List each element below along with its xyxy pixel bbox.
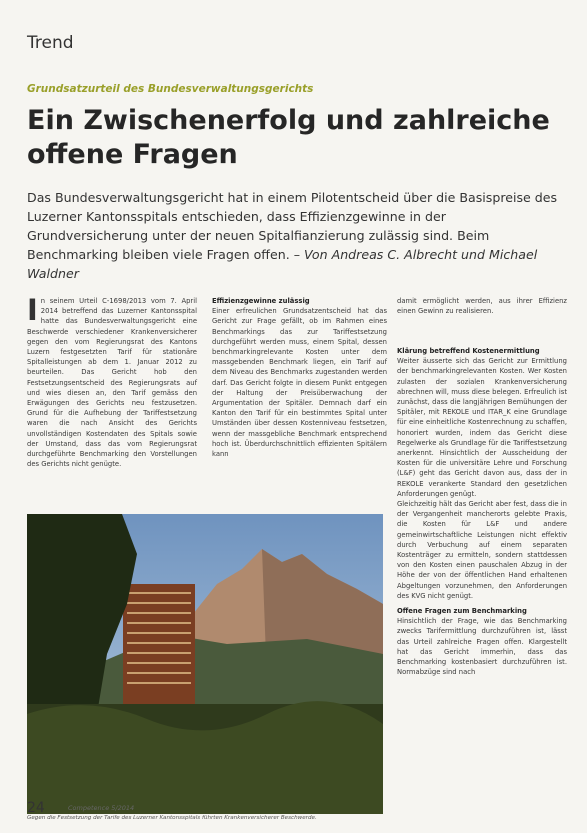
magazine-name: Competence 5/2014: [68, 804, 135, 812]
column-3-top: [397, 296, 567, 316]
col2-text: Einer erfreulichen Grundsatzentscheid hat das Gericht zur Frage gefällt, ob im Rahmen eines Benchmarkings das zur Tariffestsetzung durchgeführt werden muss, einem Spital, dessen benchmarkingrelevante Kosten unter dem massgebenden Benchmark liegen, ein Tarif auf dem Niveau des Benchmarks zugestanden werden darf. Das Gericht folgte in diesem Punkt entgegen der Haltung der Preisüberwachung der Argumentation der Spitäler. Demnach darf ein Kanton den Tarif für ein bestimmtes Spital unter Umständen über dessen Kostenniveau festsetzen, wenn der massgebliche Benchmark entsprechend hoch ist. Überdurchschnittlich effizienten Spitälern kann: [212, 307, 387, 459]
column-2: [212, 296, 387, 459]
col3-para-1: Weiter äusserte sich das Gericht zur Ermittlung der benchmarkingrelevanten Kosten. Wer Kosten zulasten der sozialen Krankenversicherung abrechnen will, muss diese belegen. Erfreulich ist zunächst, dass die langjährigen Bemühungen der Spitäler, mit REKOLE und ITAR_K eine Grundlage für eine einheitliche Kostenrechnung zu schaffen, honoriert wurden, indem das Gericht diese Regelwerke als Grundlage für die Tariffestsetzung anerkennt. Hinsichtlich der Ausscheidung der Kosten für die universitäre Lehre und Forschung (L&F) geht das Gericht davon aus, dass der in REKOLE verankerte Standard den gesetzlichen Anforderungen genügt.: [397, 357, 567, 498]
col3-top-text: damit ermöglicht werden, aus ihrer Effizienz einen Gewinn zu realisieren.: [397, 297, 567, 316]
subheading-efficiency: Effizienzgewinne zulässig: [212, 297, 310, 305]
col3-para-3: Hinsichtlich der Frage, wie das Benchmarking zwecks Tarifermittlung durchzuführen ist, lässt das Urteil zahlreiche Fragen offen. Klargestellt hat das Gericht immerhin, dass das Benchmarking kostenbasiert durchzuführen ist. Normabzüge sind nach: [397, 617, 567, 677]
photo-caption: Gegen die Festsetzung der Tarife des Luzerner Kantonsspitals führten Krankenversicherer Beschwerde.: [27, 815, 317, 821]
col3-para-2: Gleichzeitig hält das Gericht aber fest, dass die in der Vergangenheit mancherorts gelebte Praxis, die Kosten für L&F und andere gemeinwirtschaftliche Leistungen nicht effektiv durch Verbuchung auf einem separaten Kostenträger zu ermitteln, sondern stattdessen von den Kosten einen pauschalen Abzug in der Höhe der von der öffentlichen Hand erhaltenen Abgeltungen vorzunehmen, den Anforderungen des KVG nicht genügt.: [397, 500, 567, 600]
hospital-photo: [27, 514, 383, 814]
article-title: Ein Zwischenerfolg und zahlreiche offene Fragen: [27, 105, 550, 170]
subheading-cost: Klärung betreffend Kostenermittlung: [397, 347, 540, 355]
column-1: [27, 293, 197, 469]
article-lead: [27, 188, 562, 283]
column-3: [397, 346, 567, 678]
section-label: Trend: [27, 33, 74, 53]
article-kicker: Grundsatzurteil des Bundesverwaltungsgerichts: [27, 83, 314, 95]
col1-text: n seinem Urteil C-1698/2013 vom 7. April 2014 betreffend das Luzerner Kantonsspital hatte das Bundesverwaltungsgericht eine Beschwerde verschiedener Krankenversicherer gegen den vom Regierungsrat des Kantons Luzern festgesetzten Tarif für stationäre Spitalleistungen ab dem 1. Januar 2012 zu beurteilen. Das Gericht hob den Festsetzungsentscheid des Regierungsrats auf und wies diesen an, den Tarif gemäss den Erwägungen des Gerichts neu festzusetzen. Grund für die Aufhebung der Tariffestsetzung waren die nach Ansicht des Gerichts unvollständigen Kostendaten des Spitals sowie der Umstand, dass das vom Regierungsrat durchgeführte Benchmarking den Vorstellungen des Gerichts nicht genügte.: [27, 297, 197, 469]
drop-cap: I: [27, 293, 38, 327]
lead-text: Das Bundesverwaltungsgericht hat in einem Pilotentscheid über die Basispreise des Luzerner Kantonsspitals entschieden, dass Effizienzgewinne in der Grundversicherung unter der neuen Spitalfianzierung zulässig sind. Beim Benchmarking bleiben viele Fragen offen.: [27, 190, 558, 262]
byline: – Von Andreas C. Albrecht und Michael Waldner: [27, 247, 538, 281]
page-number: 24: [27, 800, 45, 816]
subheading-benchmarking: Offene Fragen zum Benchmarking: [397, 607, 527, 616]
